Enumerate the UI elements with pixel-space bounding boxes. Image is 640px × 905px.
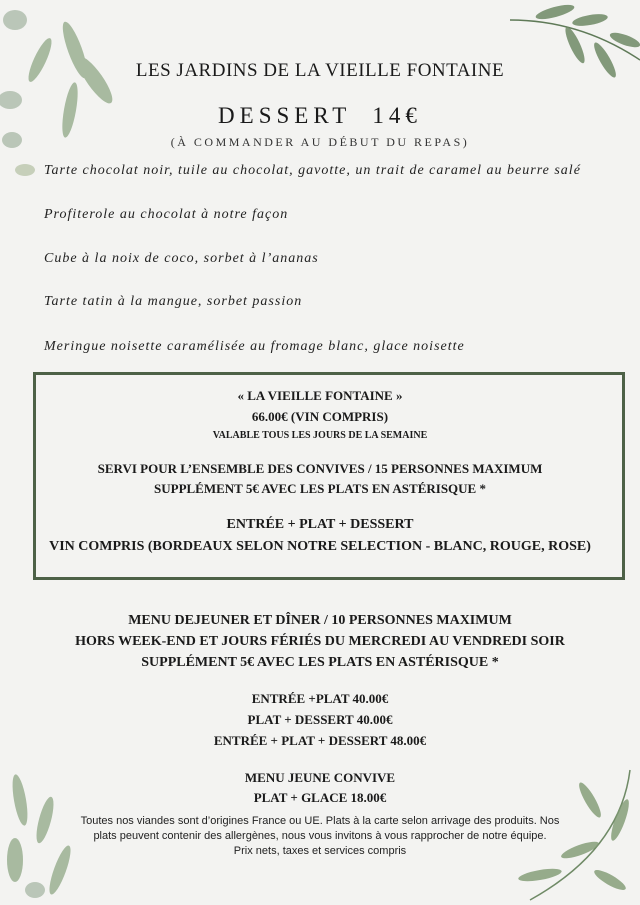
formula-supplement: SUPPLÉMENT 5€ AVEC LES PLATS EN ASTÉRISQUE * xyxy=(154,481,486,496)
formula-name: « LA VIEILLE FONTAINE » xyxy=(237,388,403,403)
kids-menu-option: PLAT + GLACE 18.00€ xyxy=(253,790,387,805)
footer-note: Toutes nos viandes sont d’origines France ou UE. Plats à la carte selon arrivage des produits. Nos xyxy=(80,815,560,827)
dessert-title: DESSERT 14€ xyxy=(218,103,422,128)
lunch-menu-conditions: HORS WEEK-END ET JOURS FÉRIÉS DU MERCREDI AU VENDREDI SOIR xyxy=(75,634,565,649)
dessert-item: Profiterole au chocolat à notre façon xyxy=(44,207,289,222)
kids-menu-title: MENU JEUNE CONVIVE xyxy=(244,770,396,785)
dessert-item: Meringue noisette caramélisée au fromage blanc, glace noisette xyxy=(44,339,465,354)
formula-composition: ENTRÉE + PLAT + DESSERT xyxy=(226,517,414,532)
footer-note: Prix nets, taxes et services compris xyxy=(233,845,407,857)
lunch-option: ENTRÉE +PLAT 40.00€ xyxy=(251,691,389,706)
lunch-menu-title: MENU DEJEUNER ET DÎNER / 10 PERSONNES MAXIMUM xyxy=(128,613,512,628)
dessert-item: Cube à la noix de coco, sorbet à l’ananas xyxy=(44,251,319,266)
lunch-option: ENTRÉE + PLAT + DESSERT 48.00€ xyxy=(213,733,427,748)
lunch-menu-supplement: SUPPLÉMENT 5€ AVEC LES PLATS EN ASTÉRISQUE * xyxy=(141,655,499,670)
lunch-option: PLAT + DESSERT 40.00€ xyxy=(247,712,393,727)
formula-price: 66.00€ (VIN COMPRIS) xyxy=(251,409,389,424)
dessert-item: Tarte tatin à la mangue, sorbet passion xyxy=(44,294,303,309)
footer-note: plats peuvent contenir des allergènes, nous vous invitons à vous rapprocher de notre équipe. xyxy=(93,830,547,842)
formula-wine: VIN COMPRIS (BORDEAUX SELON NOTRE SELECTION - BLANC, ROUGE, ROSE) xyxy=(49,539,591,554)
dessert-item: Tarte chocolat noir, tuile au chocolat, gavotte, un trait de caramel au beurre salé xyxy=(44,163,581,178)
formula-conditions: SERVI POUR L’ENSEMBLE DES CONVIVES / 15 PERSONNES MAXIMUM xyxy=(97,461,543,476)
dessert-subtitle: (À COMMANDER AU DÉBUT DU REPAS) xyxy=(170,135,470,149)
restaurant-name: LES JARDINS DE LA VIEILLE FONTAINE xyxy=(135,60,505,81)
leaf-decoration-top-right-icon xyxy=(500,0,640,100)
formula-validity: VALABLE TOUS LES JOURS DE LA SEMAINE xyxy=(212,430,428,441)
